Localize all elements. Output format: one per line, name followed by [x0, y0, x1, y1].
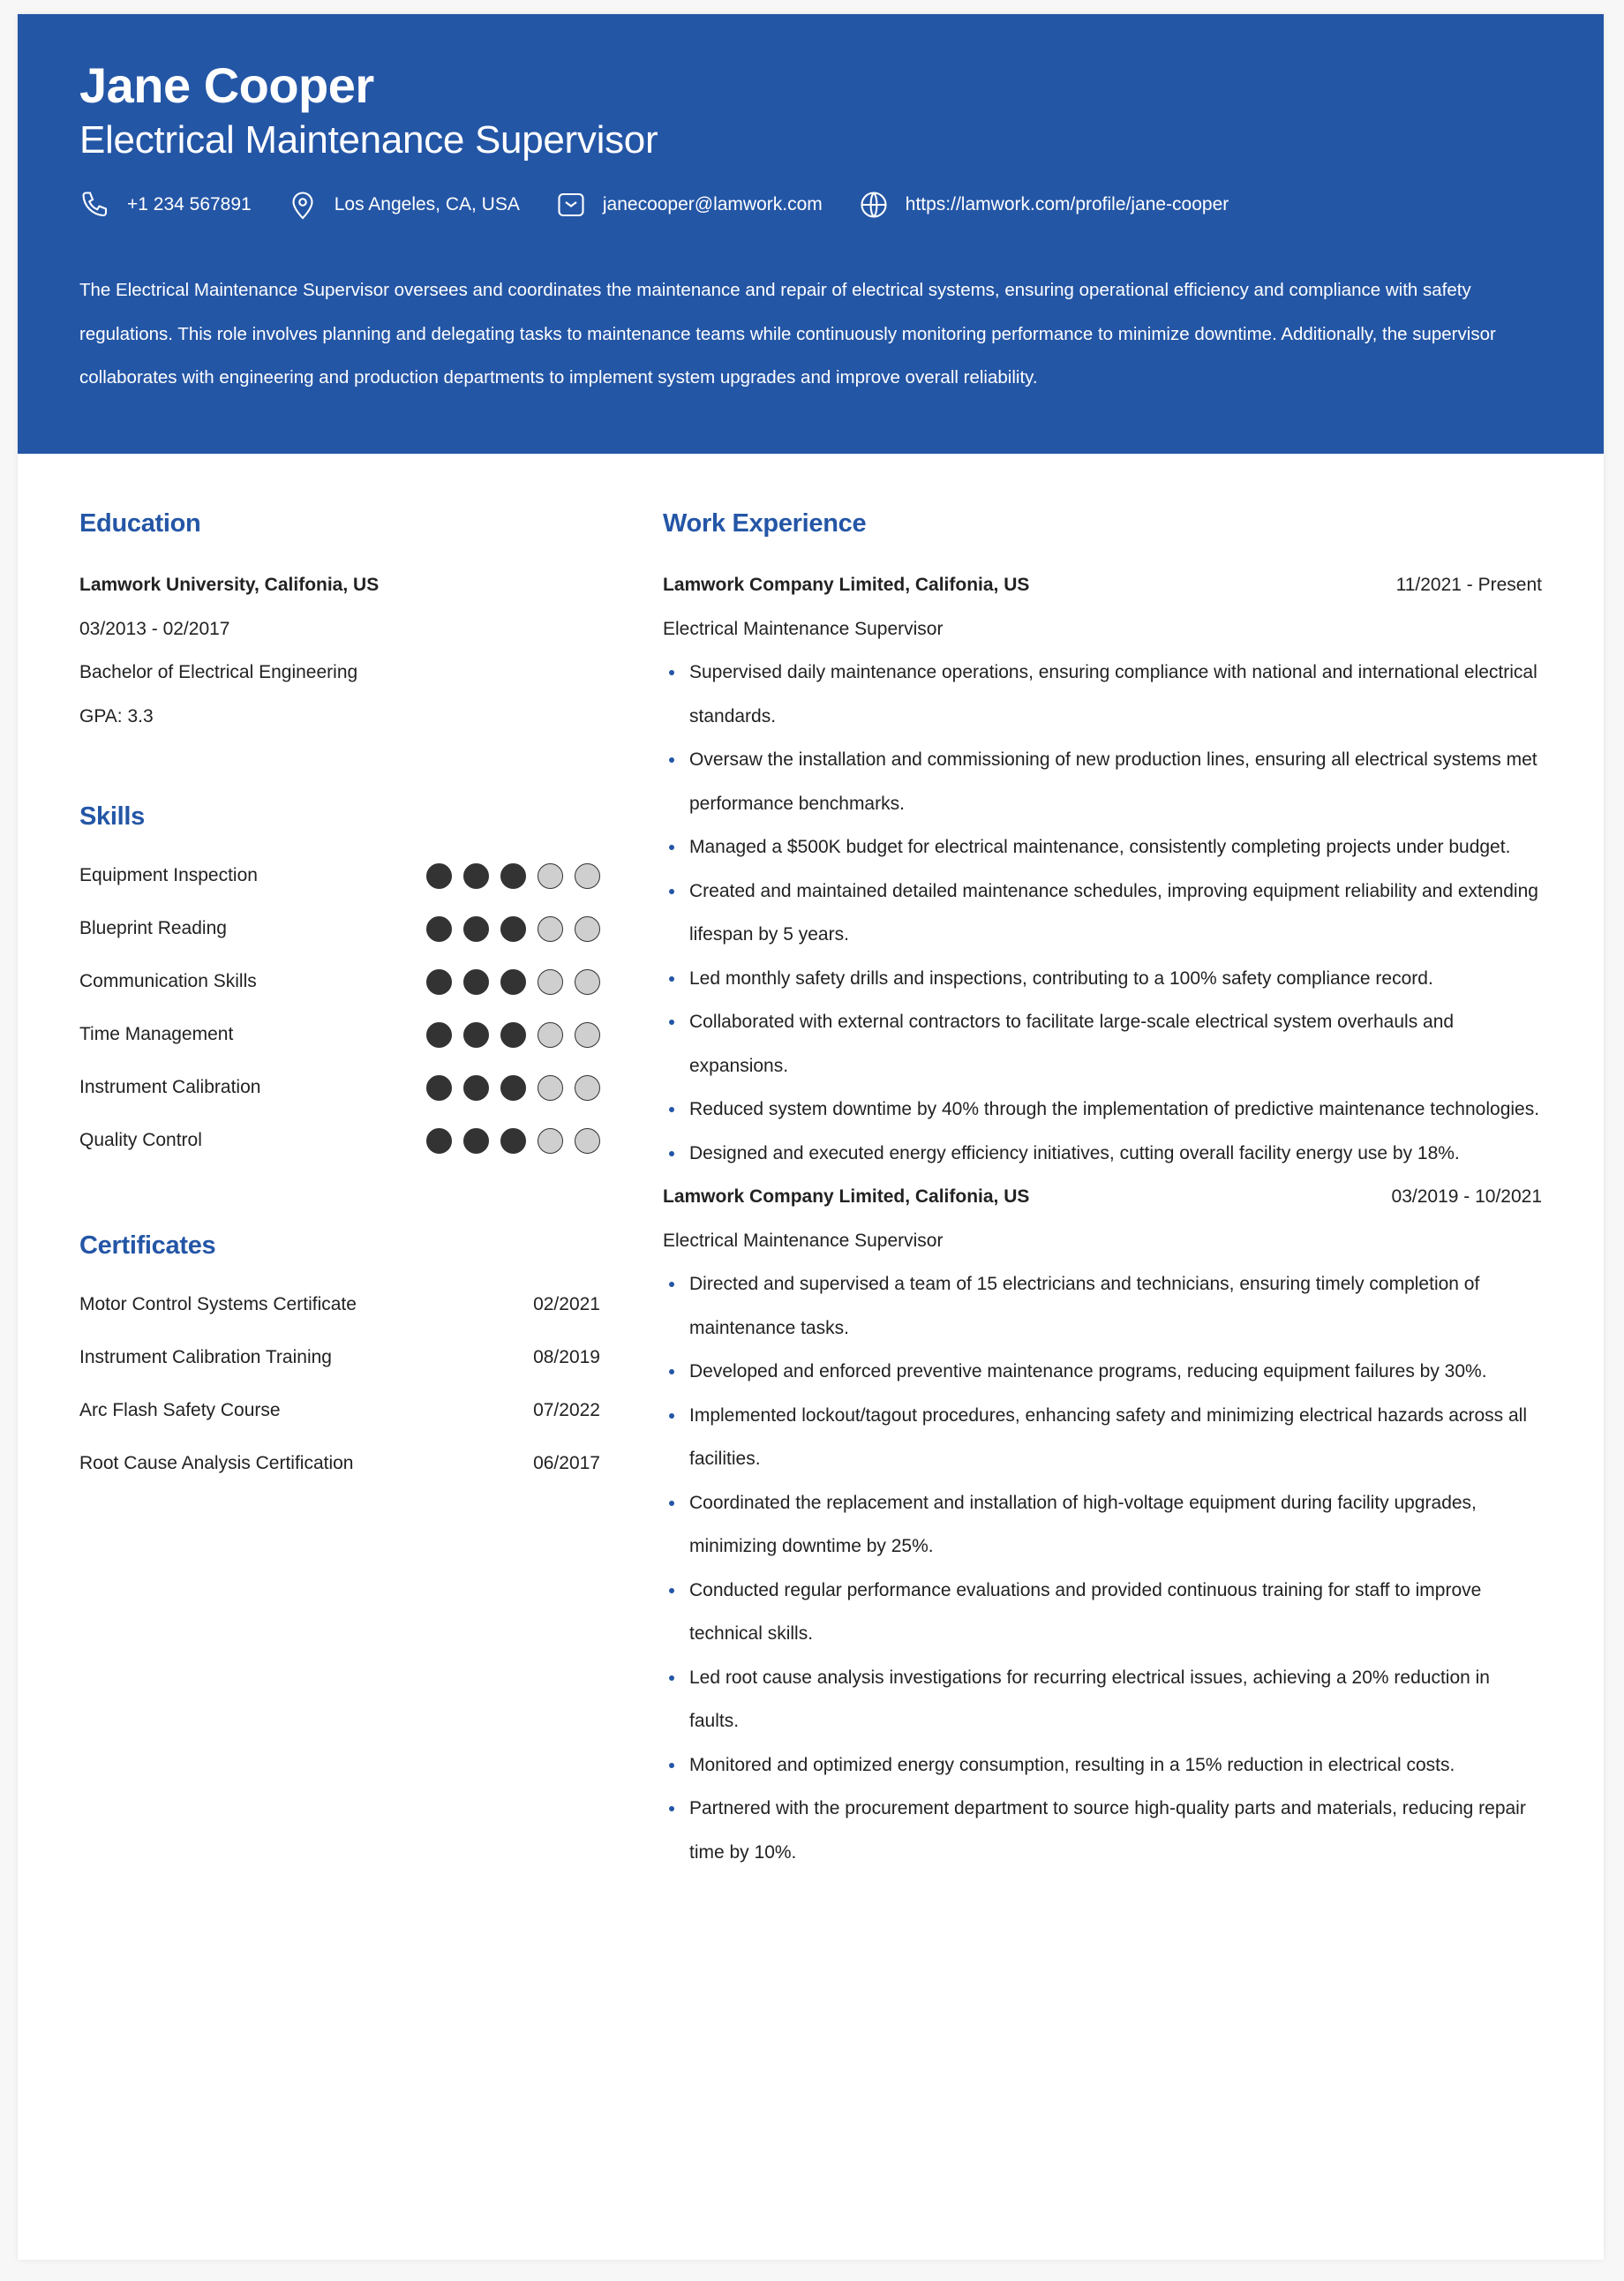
job-role: Electrical Maintenance Supervisor [663, 1230, 944, 1251]
job-bullet: Oversaw the installation and commissioning of new production lines, ensuring all electrical systems met performance benchmarks. [689, 738, 1542, 825]
contact-bar [79, 187, 1542, 222]
contact-email[interactable] [555, 189, 823, 221]
rating-dot-empty [538, 1075, 563, 1101]
rating-dot-filled [500, 1128, 526, 1154]
certificate-date: 08/2019 [533, 1347, 600, 1367]
skill-name: Equipment Inspection [79, 865, 258, 885]
certificate-name: Arc Flash Safety Course [79, 1400, 281, 1420]
job-bullet: Led monthly safety drills and inspections, contributing to a 100% safety compliance record. [689, 957, 1542, 1001]
education-heading: Education [79, 509, 201, 538]
skill-rating [426, 916, 600, 942]
certificates-heading: Certificates [79, 1231, 216, 1260]
rating-dot-filled [463, 969, 489, 995]
rating-dot-empty [575, 1128, 600, 1154]
skill-row [79, 1061, 600, 1114]
skill-rating [426, 1075, 600, 1101]
left-column [79, 501, 600, 1547]
rating-dot-filled [426, 1022, 452, 1048]
job-header [663, 1175, 1542, 1219]
rating-dot-empty [538, 1022, 563, 1048]
skill-name: Quality Control [79, 1130, 202, 1150]
candidate-name: Jane Cooper [79, 57, 374, 113]
email-link[interactable]: janecooper@lamwork.com [602, 194, 823, 215]
globe-icon [858, 189, 890, 221]
job-bullets [663, 651, 1542, 1175]
job-bullet: Supervised daily maintenance operations, ensuring compliance with national and international electrical standards. [689, 651, 1542, 738]
job-bullet: Monitored and optimized energy consumption, resulting in a 15% reduction in electrical costs. [689, 1743, 1542, 1788]
rating-dot-filled [426, 916, 452, 942]
rating-dot-filled [500, 969, 526, 995]
job-bullet: Implemented lockout/tagout procedures, enhancing safety and minimizing electrical hazards across all facilities. [689, 1394, 1542, 1481]
certificates-list [79, 1278, 600, 1490]
certificate-row [79, 1278, 600, 1331]
skill-row [79, 1008, 600, 1061]
education-school: Lamwork University, Califonia, US [79, 575, 380, 595]
skills-list [79, 849, 600, 1167]
certificate-row [79, 1437, 600, 1490]
phone-text: +1 234 567891 [127, 194, 252, 215]
mail-icon [555, 189, 587, 221]
skill-name: Blueprint Reading [79, 918, 227, 938]
job-bullet: Designed and executed energy efficiency initiatives, cutting overall facility energy use by 18%. [689, 1132, 1542, 1176]
rating-dot-empty [575, 1075, 600, 1101]
job-bullet: Partnered with the procurement department to source high-quality parts and materials, reducing repair time by 10%. [689, 1787, 1542, 1874]
rating-dot-filled [500, 1022, 526, 1048]
skill-rating [426, 863, 600, 889]
job-entry [663, 1175, 1542, 1874]
skills-section [79, 794, 600, 1167]
job-company: Lamwork Company Limited, Califonia, US [663, 575, 1030, 595]
job-bullet: Reduced system downtime by 40% through the implementation of predictive maintenance technologies. [689, 1088, 1542, 1132]
job-entry [663, 563, 1542, 1175]
rating-dot-empty [575, 969, 600, 995]
rating-dot-filled [463, 1075, 489, 1101]
location-pin-icon [287, 189, 319, 221]
skill-rating [426, 969, 600, 995]
job-bullets [663, 1262, 1542, 1874]
job-bullet: Conducted regular performance evaluations and provided continuous training for staff to improve technical skills. [689, 1569, 1542, 1656]
rating-dot-filled [500, 1075, 526, 1101]
education-gpa: GPA: 3.3 [79, 705, 154, 726]
rating-dot-filled [500, 916, 526, 942]
education-dates: 03/2013 - 02/2017 [79, 618, 230, 639]
phone-icon [79, 189, 111, 221]
rating-dot-empty [575, 863, 600, 889]
rating-dot-filled [500, 863, 526, 889]
location-text: Los Angeles, CA, USA [334, 194, 520, 215]
skills-heading: Skills [79, 802, 145, 831]
rating-dot-empty [538, 916, 563, 942]
contact-phone [79, 189, 252, 221]
certificate-name: Motor Control Systems Certificate [79, 1294, 357, 1314]
resume-header [18, 14, 1604, 454]
rating-dot-filled [463, 1022, 489, 1048]
rating-dot-filled [463, 1128, 489, 1154]
rating-dot-filled [426, 1075, 452, 1101]
job-bullet: Led root cause analysis investigations for recurring electrical issues, achieving a 20% reduction in faults. [689, 1656, 1542, 1743]
rating-dot-empty [538, 863, 563, 889]
rating-dot-empty [538, 1128, 563, 1154]
skill-row [79, 955, 600, 1008]
certificate-date: 07/2022 [533, 1400, 600, 1420]
job-role: Electrical Maintenance Supervisor [663, 618, 944, 639]
skill-name: Time Management [79, 1024, 234, 1044]
skill-name: Instrument Calibration [79, 1077, 261, 1097]
job-company: Lamwork Company Limited, Califonia, US [663, 1186, 1030, 1207]
skill-row [79, 849, 600, 902]
candidate-title: Electrical Maintenance Supervisor [79, 118, 658, 162]
website-link[interactable]: https://lamwork.com/profile/jane-cooper [905, 194, 1229, 215]
job-bullet: Directed and supervised a team of 15 electricians and technicians, ensuring timely completion of maintenance tasks. [689, 1262, 1542, 1350]
rating-dot-filled [463, 916, 489, 942]
job-bullet: Coordinated the replacement and installation of high-voltage equipment during facility upgrades, minimizing downtime by 25%. [689, 1481, 1542, 1569]
education-degree: Bachelor of Electrical Engineering [79, 662, 358, 682]
rating-dot-filled [426, 1128, 452, 1154]
job-bullet: Collaborated with external contractors to facilitate large-scale electrical system overhauls and expansions. [689, 1000, 1542, 1088]
certificate-date: 06/2017 [533, 1453, 600, 1473]
skill-row [79, 902, 600, 955]
certificate-date: 02/2021 [533, 1294, 600, 1314]
rating-dot-empty [538, 969, 563, 995]
skill-name: Communication Skills [79, 971, 257, 991]
rating-dot-filled [426, 863, 452, 889]
certificates-section [79, 1223, 600, 1490]
rating-dot-filled [426, 969, 452, 995]
certificate-row [79, 1331, 600, 1384]
rating-dot-filled [463, 863, 489, 889]
job-dates: 03/2019 - 10/2021 [1391, 1186, 1542, 1207]
right-column [663, 501, 1542, 1874]
contact-website[interactable] [858, 189, 1229, 221]
certificate-name: Root Cause Analysis Certification [79, 1453, 354, 1473]
job-header [663, 563, 1542, 607]
skill-rating [426, 1128, 600, 1154]
contact-location [287, 189, 520, 221]
job-dates: 11/2021 - Present [1395, 575, 1542, 595]
certificate-row [79, 1384, 600, 1437]
skill-rating [426, 1022, 600, 1048]
jobs-list [663, 563, 1542, 1874]
rating-dot-empty [575, 1022, 600, 1048]
job-bullet: Developed and enforced preventive maintenance programs, reducing equipment failures by 30%. [689, 1350, 1542, 1394]
job-bullet: Managed a $500K budget for electrical maintenance, consistently completing projects under budget. [689, 825, 1542, 869]
skill-row [79, 1114, 600, 1167]
rating-dot-empty [575, 916, 600, 942]
job-bullet: Created and maintained detailed maintenance schedules, improving equipment reliability and extending lifespan by 5 years. [689, 869, 1542, 957]
resume-page [18, 14, 1604, 2260]
certificate-name: Instrument Calibration Training [79, 1347, 332, 1367]
work-experience-heading: Work Experience [663, 509, 867, 538]
professional-summary: The Electrical Maintenance Supervisor oversees and coordinates the maintenance and repair of electrical systems, ensuring operational efficiency and compliance with safety regulations. This role involves planning and delegating tasks to maintenance teams while continuously monitoring performance to minimize downtime. Additionally, the supervisor collaborates with engineering and production departments to implement system upgrades and improve overall reliability. [79, 280, 1496, 388]
education-section [79, 501, 600, 738]
